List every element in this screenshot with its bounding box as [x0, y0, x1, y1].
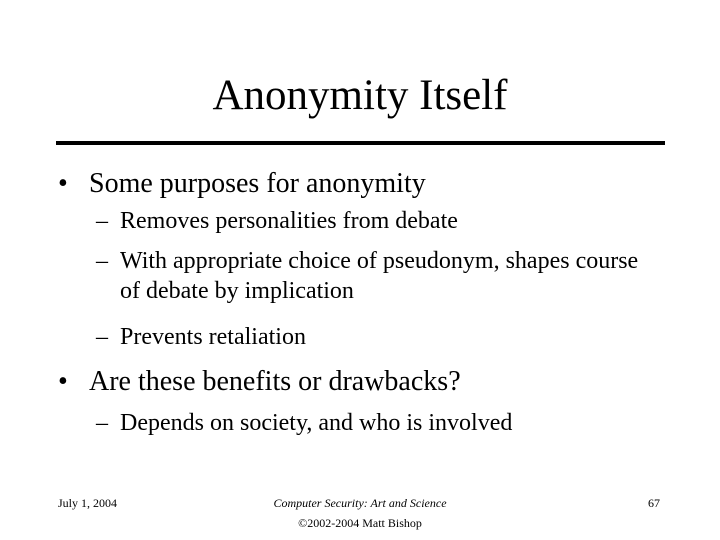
bullet-text: Some purposes for anonymity [89, 168, 426, 199]
slide-title: Anonymity Itself [212, 72, 508, 119]
footer-copyright: ©2002-2004 Matt Bishop [298, 516, 422, 530]
bullet-icon: • [58, 168, 68, 199]
footer-course: Computer Security: Art and Science [273, 496, 447, 510]
bullet-text: Are these benefits or drawbacks? [89, 366, 461, 397]
dash-icon: – [96, 324, 108, 350]
footer-center [210, 493, 510, 533]
footer-date: July 1, 2004 [58, 496, 118, 510]
sub-item-text: Removes personalities from debate [120, 208, 458, 234]
sub-item-text: With appropriate choice of pseudonym, shapes course of debate by implication [120, 248, 639, 304]
sub-item-text: Depends on society, and who is involved [120, 410, 513, 436]
footer-page-number: 67 [648, 496, 660, 510]
bullet-icon: • [58, 366, 68, 397]
dash-icon: – [96, 248, 108, 274]
sub-item-text: Prevents retaliation [120, 324, 306, 350]
dash-icon: – [96, 208, 108, 234]
title-divider [56, 141, 665, 145]
dash-icon: – [96, 410, 108, 436]
